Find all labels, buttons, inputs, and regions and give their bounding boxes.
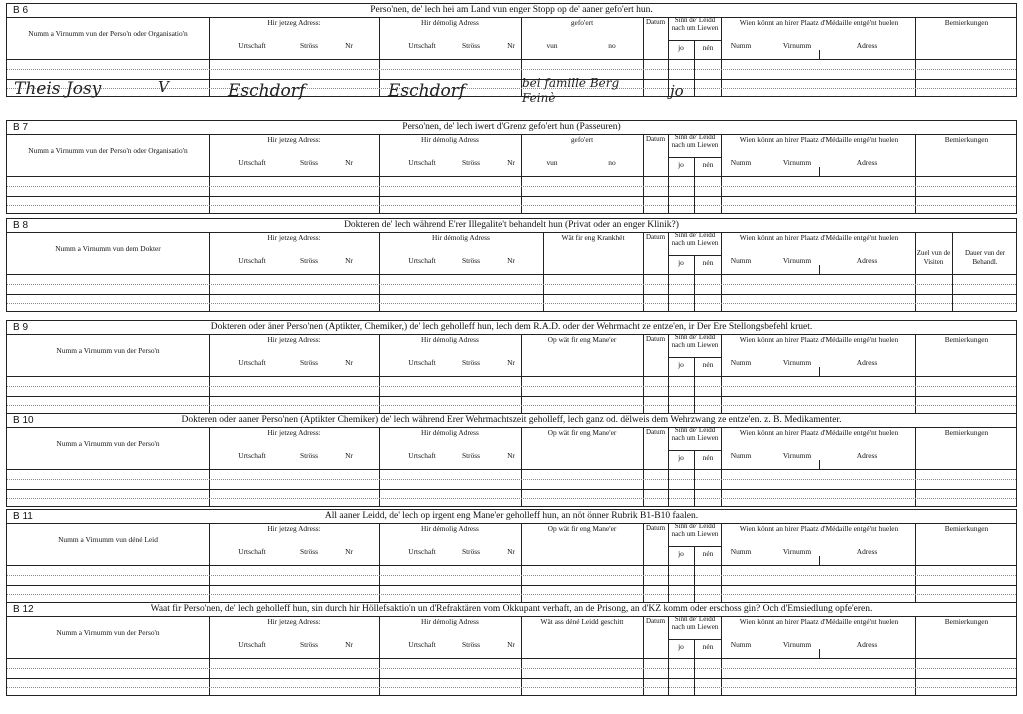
- column-divider: [915, 134, 916, 213]
- date-label: Datum: [645, 524, 666, 532]
- dotted-line: [7, 575, 1016, 576]
- remarks-label: Bemierkungen: [944, 617, 989, 626]
- third-column-label: gefo'ert: [570, 135, 594, 144]
- column-divider: [379, 523, 380, 602]
- medal-lastname-label: Numm: [730, 547, 752, 556]
- column-divider: [643, 232, 644, 311]
- former-nr-label: Nr: [507, 451, 515, 460]
- form-section: [6, 218, 1017, 312]
- section-code: B 7: [13, 122, 29, 133]
- yes-label: jo: [678, 642, 684, 651]
- medal-recipient-label: Wien könnt an hirer Plaatz d'Médaille entgé'nt huelen: [739, 617, 899, 626]
- survived-label: Sinn de' Leidd nach um Liewen: [671, 615, 719, 631]
- handwritten-check: V: [158, 78, 169, 96]
- duration-label: Dauer vun der Behandl.: [964, 249, 1006, 266]
- medal-split: [819, 649, 820, 658]
- row-line: [7, 678, 1016, 679]
- date-label: Datum: [645, 335, 666, 343]
- column-divider: [721, 334, 722, 413]
- column-divider: [721, 616, 722, 695]
- current-address-label: Hir jetzeg Adress:: [267, 524, 321, 533]
- date-label: Datum: [645, 135, 666, 143]
- medal-lastname-label: Numm: [730, 640, 752, 649]
- current-nr-label: Nr: [345, 158, 353, 167]
- current-street-label: Ströss: [299, 547, 319, 556]
- yes-label: jo: [678, 43, 684, 52]
- current-address-label: Hir jetzeg Adress:: [267, 135, 321, 144]
- current-address-label: Hir jetzeg Adress:: [267, 18, 321, 27]
- medal-address-label: Adress: [856, 41, 878, 50]
- column-divider: [209, 523, 210, 602]
- name-column-label: Numm a Virnumm vun dem Dokter: [55, 244, 161, 253]
- former-street-label: Ströss: [461, 256, 481, 265]
- former-address-label: Hir démolig Adress: [421, 335, 479, 344]
- medal-recipient-label: Wien könnt an hirer Plaatz d'Médaille entgé'nt huelen: [739, 428, 899, 437]
- column-divider: [915, 17, 916, 96]
- medal-firstname-label: Virnumm: [782, 640, 812, 649]
- former-nr-label: Nr: [507, 547, 515, 556]
- current-street-label: Ströss: [299, 358, 319, 367]
- row-line: [7, 489, 1016, 490]
- former-town-label: Urtschaft: [408, 640, 436, 649]
- column-divider: [643, 523, 644, 602]
- no-label: nén: [702, 258, 714, 267]
- current-town-label: Urtschaft: [238, 451, 266, 460]
- no-label: nén: [702, 160, 714, 169]
- name-column-label: Numm a Virnumm vun der Perso'n: [56, 439, 160, 448]
- form-section: [6, 320, 1017, 414]
- former-address-label: Hir démolig Adress: [421, 135, 479, 144]
- medal-address-label: Adress: [856, 358, 878, 367]
- current-town-label: Urtschaft: [238, 547, 266, 556]
- column-divider: [209, 232, 210, 311]
- current-address-label: Hir jetzeg Adress:: [267, 617, 321, 626]
- column-divider: [643, 616, 644, 695]
- column-divider: [209, 17, 210, 96]
- third-column-label: Op wät fir eng Mane'er: [547, 524, 617, 533]
- current-nr-label: Nr: [345, 547, 353, 556]
- name-column-label: Numm a Virnumm vun der Perso'n: [56, 628, 160, 637]
- current-nr-label: Nr: [345, 358, 353, 367]
- header-bottom-line: [7, 59, 1016, 60]
- column-divider: [379, 17, 380, 96]
- medal-split: [819, 367, 820, 376]
- dotted-line: [7, 687, 1016, 688]
- former-nr-label: Nr: [507, 41, 515, 50]
- section-header: [7, 321, 1016, 335]
- medal-split: [819, 265, 820, 274]
- section-title: Perso'nen, de' lech iwert d'Grenz gefo'ert hun (Passeuren): [402, 122, 621, 132]
- handwritten-former-place: Eschdorf: [388, 81, 466, 101]
- column-divider: [379, 334, 380, 413]
- survived-label: Sinn de' Leidd nach um Liewen: [671, 231, 719, 247]
- yes-label: jo: [678, 360, 684, 369]
- former-town-label: Urtschaft: [408, 256, 436, 265]
- column-divider: [643, 134, 644, 213]
- medal-address-label: Adress: [856, 451, 878, 460]
- name-column-label: Numm a Virnumm vun déné Leid: [58, 535, 158, 544]
- section-title: Dokteren oder äner Perso'nen (Aptikter, Chemiker,) de' lech geholleff hun, lech dem R.A.D. oder der Wehrmacht ze entze'en, ir Der Ere Stellongsbefehl kruet.: [210, 322, 813, 332]
- remarks-label: Bemierkungen: [944, 335, 989, 344]
- form-section: [6, 413, 1017, 507]
- medal-address-label: Adress: [856, 158, 878, 167]
- name-column-label: Numm a Virnumm vun der Perso'n: [56, 346, 160, 355]
- former-street-label: Ströss: [461, 358, 481, 367]
- column-divider: [209, 334, 210, 413]
- column-divider: [521, 134, 522, 213]
- current-nr-label: Nr: [345, 640, 353, 649]
- form-section: [6, 602, 1017, 696]
- to-label: no: [608, 41, 616, 50]
- current-nr-label: Nr: [345, 256, 353, 265]
- row-line: [7, 294, 1016, 295]
- column-divider: [379, 134, 380, 213]
- date-label: Datum: [645, 18, 666, 26]
- section-code: B 8: [13, 220, 29, 231]
- yes-label: jo: [678, 453, 684, 462]
- column-divider: [209, 616, 210, 695]
- medal-address-label: Adress: [856, 256, 878, 265]
- header-bottom-line: [7, 376, 1016, 377]
- medal-lastname-label: Numm: [730, 158, 752, 167]
- current-street-label: Ströss: [299, 41, 319, 50]
- column-divider: [379, 616, 380, 695]
- handwritten-transported: bei famille Berg Feinè: [522, 76, 620, 105]
- medal-lastname-label: Numm: [730, 451, 752, 460]
- date-label: Datum: [645, 233, 666, 241]
- from-label: vun: [546, 41, 558, 50]
- section-header: [7, 510, 1016, 524]
- header-bottom-line: [7, 469, 1016, 470]
- third-column-label: Wät ass déné Leidd geschitt: [540, 617, 624, 626]
- header-bottom-line: [7, 565, 1016, 566]
- medal-recipient-label: Wien könnt an hirer Plaatz d'Médaille entgé'nt huelen: [739, 233, 899, 242]
- form-section: [6, 120, 1017, 214]
- handwritten-jo: jo: [670, 82, 684, 100]
- remarks-label: Bemierkungen: [944, 524, 989, 533]
- name-column-label: Numm a Virnumm vun der Perso'n oder Organisatio'n: [28, 29, 188, 38]
- former-street-label: Ströss: [461, 451, 481, 460]
- header-bottom-line: [7, 274, 1016, 275]
- former-town-label: Urtschaft: [408, 451, 436, 460]
- third-column-label: gefo'ert: [570, 18, 594, 27]
- section-title: Dokteren oder aaner Perso'nen (Aptikter Chemiker) de' lech während Erer Wehrmachtszeit geholleff, lech ganz od. dëlweis dem Wehrzwang ze entze'en. z. B. Medikamenter.: [181, 415, 842, 425]
- date-label: Datum: [645, 428, 666, 436]
- current-address-label: Hir jetzeg Adress:: [267, 233, 321, 242]
- header-bottom-line: [7, 176, 1016, 177]
- dotted-line: [7, 668, 1016, 669]
- former-nr-label: Nr: [507, 640, 515, 649]
- dotted-line: [7, 186, 1016, 187]
- survived-label: Sinn de' Leidd nach um Liewen: [671, 133, 719, 149]
- column-divider: [643, 17, 644, 96]
- current-street-label: Ströss: [299, 256, 319, 265]
- section-header: [7, 121, 1016, 135]
- medal-firstname-label: Virnumm: [782, 256, 812, 265]
- section-header: [7, 603, 1016, 617]
- column-divider: [721, 523, 722, 602]
- former-address-label: Hir démolig Adress: [421, 524, 479, 533]
- former-nr-label: Nr: [507, 158, 515, 167]
- current-address-label: Hir jetzeg Adress:: [267, 428, 321, 437]
- medal-address-label: Adress: [856, 547, 878, 556]
- section-code: B 11: [13, 511, 33, 522]
- row-line: [7, 585, 1016, 586]
- medal-firstname-label: Virnumm: [782, 358, 812, 367]
- section-title: Waat fir Perso'nen, de' lech geholleff hun, sin durch hir Höllefsaktio'n un d'Refraktären vom Okkupant verhaft, an de Prisong, an d'KZ komm oder erschoss gin? Och d'Emsiedlung opfe'eren.: [150, 604, 873, 614]
- no-label: nén: [702, 43, 714, 52]
- survived-label: Sinn de' Leidd nach um Liewen: [671, 426, 719, 442]
- medal-recipient-label: Wien könnt an hirer Plaatz d'Médaille entgé'nt huelen: [739, 135, 899, 144]
- column-divider: [915, 616, 916, 695]
- dotted-line: [7, 479, 1016, 480]
- column-divider: [379, 232, 380, 311]
- former-street-label: Ströss: [461, 41, 481, 50]
- yes-label: jo: [678, 160, 684, 169]
- current-address-label: Hir jetzeg Adress:: [267, 335, 321, 344]
- handwritten-name: Theis Josy: [14, 79, 102, 99]
- medal-split: [819, 460, 820, 469]
- yes-label: jo: [678, 258, 684, 267]
- current-town-label: Urtschaft: [238, 41, 266, 50]
- column-divider: [915, 232, 916, 311]
- survived-label: Sinn de' Leidd nach um Liewen: [671, 522, 719, 538]
- former-address-label: Hir démolig Adress: [421, 428, 479, 437]
- medal-recipient-label: Wien könnt an hirer Plaatz d'Médaille entgé'nt huelen: [739, 335, 899, 344]
- row-line: [7, 196, 1016, 197]
- former-street-label: Ströss: [461, 158, 481, 167]
- survived-label: Sinn de' Leidd nach um Liewen: [671, 16, 719, 32]
- name-column-label: Numm a Virnumm vun der Perso'n oder Organisatio'n: [28, 146, 188, 155]
- section-title: Perso'nen, de' lech hei am Land vun enger Stopp op de' aaner gefo'ert hun.: [370, 5, 653, 15]
- current-town-label: Urtschaft: [238, 158, 266, 167]
- dotted-line: [7, 303, 1016, 304]
- current-town-label: Urtschaft: [238, 256, 266, 265]
- dotted-line: [7, 405, 1016, 406]
- column-divider: [643, 334, 644, 413]
- dotted-line: [7, 205, 1016, 206]
- dotted-line: [7, 386, 1016, 387]
- medal-split: [819, 50, 820, 59]
- to-label: no: [608, 158, 616, 167]
- no-label: nén: [702, 549, 714, 558]
- medal-firstname-label: Virnumm: [782, 547, 812, 556]
- remarks-label: Bemierkungen: [944, 135, 989, 144]
- header-bottom-line: [7, 658, 1016, 659]
- no-label: nén: [702, 453, 714, 462]
- column-divider: [543, 232, 544, 311]
- date-label: Datum: [645, 617, 666, 625]
- column-divider: [915, 427, 916, 506]
- current-street-label: Ströss: [299, 158, 319, 167]
- medal-firstname-label: Virnumm: [782, 451, 812, 460]
- section-header: [7, 4, 1016, 18]
- current-town-label: Urtschaft: [238, 640, 266, 649]
- section-title: All aaner Leidd, de' lech op irgent eng Mane'er geholleff hun, an nöt önner Rubrik B1-B10 faalen.: [324, 511, 699, 521]
- from-label: vun: [546, 158, 558, 167]
- former-nr-label: Nr: [507, 256, 515, 265]
- current-nr-label: Nr: [345, 41, 353, 50]
- column-divider: [521, 334, 522, 413]
- former-street-label: Ströss: [461, 547, 481, 556]
- section-code: B 10: [13, 415, 34, 426]
- medal-address-label: Adress: [856, 640, 878, 649]
- medal-lastname-label: Numm: [730, 358, 752, 367]
- current-town-label: Urtschaft: [238, 358, 266, 367]
- former-address-label: Hir démolig Adress: [432, 233, 490, 242]
- handwritten-current-place: Eschdorf: [228, 81, 306, 101]
- column-divider: [379, 427, 380, 506]
- column-divider: [209, 134, 210, 213]
- column-divider: [915, 523, 916, 602]
- former-nr-label: Nr: [507, 358, 515, 367]
- current-street-label: Ströss: [299, 640, 319, 649]
- medal-split: [819, 556, 820, 565]
- medal-firstname-label: Virnumm: [782, 158, 812, 167]
- former-town-label: Urtschaft: [408, 41, 436, 50]
- column-divider: [521, 427, 522, 506]
- third-column-label: Wät fir eng Krankhét: [561, 233, 625, 242]
- remarks-label: Bemierkungen: [944, 428, 989, 437]
- section-header: [7, 414, 1016, 428]
- medal-recipient-label: Wien könnt an hirer Plaatz d'Médaille entgé'nt huelen: [739, 524, 899, 533]
- medal-firstname-label: Virnumm: [782, 41, 812, 50]
- former-address-label: Hir démolig Adress: [421, 617, 479, 626]
- no-label: nén: [702, 642, 714, 651]
- column-divider: [721, 427, 722, 506]
- form-section: [6, 509, 1017, 603]
- third-column-label: Op wät fir eng Mane'er: [547, 428, 617, 437]
- column-divider: [521, 616, 522, 695]
- survived-label: Sinn de' Leidd nach um Liewen: [671, 333, 719, 349]
- section-title: Dokteren de' lech während E'rer Illegalite't behandelt hun (Privat oder an enger Klinik?): [344, 220, 679, 230]
- column-divider: [721, 232, 722, 311]
- former-town-label: Urtschaft: [408, 158, 436, 167]
- section-code: B 12: [13, 604, 34, 615]
- column-divider: [915, 334, 916, 413]
- remarks-label: Bemierkungen: [944, 18, 989, 27]
- section-header: [7, 219, 1016, 233]
- no-label: nén: [702, 360, 714, 369]
- dotted-line: [7, 594, 1016, 595]
- yes-label: jo: [678, 549, 684, 558]
- section-code: B 6: [13, 5, 29, 16]
- medal-split: [819, 167, 820, 176]
- former-street-label: Ströss: [461, 640, 481, 649]
- former-address-label: Hir démolig Adress: [421, 18, 479, 27]
- column-divider: [209, 427, 210, 506]
- third-column-label: Op wät fir eng Mane'er: [547, 335, 617, 344]
- column-divider: [721, 17, 722, 96]
- current-street-label: Ströss: [299, 451, 319, 460]
- former-town-label: Urtschaft: [408, 358, 436, 367]
- medal-recipient-label: Wien könnt an hirer Plaatz d'Médaille entgé'nt huelen: [739, 18, 899, 27]
- visits-label: Zuel vun de Visiten: [916, 249, 951, 266]
- column-divider: [721, 134, 722, 213]
- column-divider: [643, 427, 644, 506]
- row-line: [7, 396, 1016, 397]
- column-divider: [952, 232, 953, 311]
- dotted-line: [7, 69, 1016, 70]
- dotted-line: [7, 498, 1016, 499]
- column-divider: [521, 523, 522, 602]
- current-nr-label: Nr: [345, 451, 353, 460]
- former-town-label: Urtschaft: [408, 547, 436, 556]
- medal-lastname-label: Numm: [730, 256, 752, 265]
- section-code: B 9: [13, 322, 29, 333]
- medal-lastname-label: Numm: [730, 41, 752, 50]
- dotted-line: [7, 284, 1016, 285]
